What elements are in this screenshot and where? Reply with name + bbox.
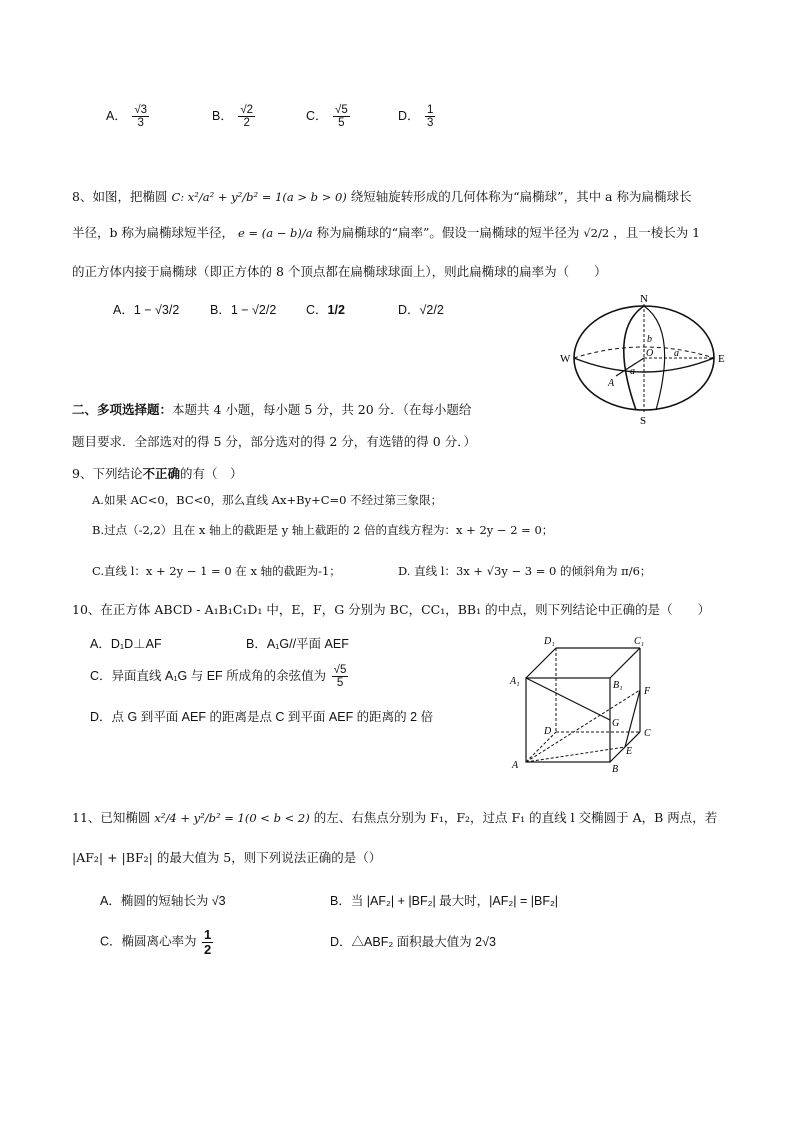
q7-option-b-letter: B． — [212, 108, 233, 123]
q8-option-b — [210, 300, 276, 318]
q8-line2-a: 半径，b 称为扁椭球短半径， — [72, 225, 234, 240]
q7-option-b-den: 2 — [243, 117, 250, 130]
label-n: N — [640, 293, 648, 305]
q8-option-a-text: 1 − √3/2 — [133, 303, 180, 317]
label-b: B — [612, 764, 619, 775]
q7-option-b — [212, 104, 257, 129]
q11-option-b: B．当 |AF₂| + |BF₂| 最大时，|AF₂| = |BF₂| — [330, 894, 559, 908]
q8-option-d-text: √2/2 — [419, 303, 444, 317]
q8-line3: 的正方体内接于扁椭球（即正方体的 8 个顶点都在扁椭球球面上），则此扁椭球的扁率为（ ） — [72, 264, 607, 279]
q7-option-a-num: √3 — [134, 104, 148, 116]
q11-option-c-num: 1 — [204, 927, 212, 942]
q8-option-b-text: 1 − √2/2 — [230, 303, 277, 317]
q8-option-d — [398, 300, 444, 318]
q10-option-c-den: 5 — [336, 677, 344, 690]
section2-line1 — [72, 400, 562, 418]
q11-option-c — [100, 928, 215, 956]
q11-option-c-text: C．椭圆离心率为 — [100, 934, 197, 949]
label-e: E — [718, 353, 725, 365]
section2-line2: 题目要求．全部选对的得 5 分，部分选对的得 2 分，有选错的得 0 分．） — [72, 434, 476, 449]
q10-option-b: B．A₁G//平面 AEF — [246, 637, 349, 651]
label-d1: D₁ — [544, 636, 555, 647]
label-e: E — [626, 746, 633, 757]
ellipsoid-figure — [558, 290, 730, 428]
label-d: D — [544, 726, 552, 737]
q10-option-d: D．点 G 到平面 AEF 的距离是点 C 到平面 AEF 的距离的 2 倍 — [90, 710, 434, 724]
edge-a1d1 — [526, 648, 556, 678]
meridian-front — [624, 306, 644, 410]
q7-option-c-letter: C． — [306, 108, 328, 123]
q10-stem: 10、在正方体 ABCD - A₁B₁C₁D₁ 中，E，F，G 分别为 BC，CC₁，BB₁ 的中点，则下列结论中正确的是（ ） — [72, 602, 711, 617]
q11-option-c-den: 2 — [204, 941, 212, 957]
q9-option-d: D. 直线 l：3x + √3y − 3 = 0 的倾斜角为 π/6； — [398, 564, 652, 578]
segment-ef — [625, 690, 640, 747]
q11-option-d: D．△ABF₂ 面积最大值为 2√3 — [330, 935, 496, 949]
label-s: S — [640, 415, 647, 427]
q8-line1 — [72, 187, 691, 205]
q8-line1-a: 8、如图，把椭圆 — [72, 189, 168, 204]
q8-line1-b: 绕短轴旋转形成的几何体称为“扁椭球”，其中 a 称为扁椭球长 — [350, 189, 692, 204]
label-c: C — [644, 728, 651, 739]
q10-option-a: A．D₁D⊥AF — [90, 637, 162, 651]
q7-option-d-den: 3 — [427, 117, 434, 130]
q9-option-b: B.过点（-2,2）且在 x 轴上的截距是 y 轴上截距的 2 倍的直线方程为：x + 2y − 2 = 0； — [92, 523, 554, 537]
q7-option-a-den: 3 — [137, 117, 144, 130]
q7-option-d-letter: D． — [398, 108, 420, 123]
q11-ellipse-equation: x²/4 + y²/b² = 1(0 < b < 2) — [154, 811, 310, 825]
q8-short-radius: √2/2 — [583, 226, 610, 240]
q11-option-a: A．椭圆的短轴长为 √3 — [100, 894, 226, 908]
label-f: F — [644, 686, 651, 697]
label-g: G — [612, 718, 620, 729]
q9-stem-a: 9、下列结论 — [72, 466, 143, 481]
label-c1: C₁ — [634, 636, 645, 647]
q11-stem-b: 的左、右焦点分别为 F₁，F₂，过点 F₁ 的直线 l 交椭圆于 A，B 两点，若 — [313, 810, 718, 825]
q8-option-b-letter: B． — [210, 303, 231, 317]
q7-option-d — [398, 104, 437, 129]
q9-option-c: C.直线 l：x + 2y − 1 = 0 在 x 轴的截距为-1； — [92, 564, 341, 578]
q7-option-c — [306, 104, 352, 129]
q7-option-a-letter: A． — [106, 108, 127, 123]
q7-option-d-num: 1 — [427, 104, 434, 116]
label-o: O — [646, 348, 654, 359]
q8-option-c-text: 1/2 — [327, 303, 345, 317]
label-b1: B₁ — [613, 680, 623, 691]
label-w: W — [560, 353, 571, 365]
segment-a1g — [526, 678, 610, 720]
section2-title: 二、多项选择题： — [72, 402, 173, 417]
q9-stem-bold: 不正确 — [142, 466, 180, 481]
q8-line2-b: 称为扁椭球的“扁率”。假设一扁椭球的短半径为 — [316, 225, 580, 240]
q7-option-c-num: √5 — [335, 104, 348, 116]
label-a: A — [512, 760, 519, 771]
q11-stem-line1 — [72, 808, 717, 826]
label-a-radius-1: a — [674, 348, 679, 359]
q8-ellipse-equation: C: x²/a² + y²/b² = 1(a > b > 0) — [171, 190, 347, 204]
q10-option-c-num: √5 — [333, 664, 347, 676]
cube-figure — [508, 630, 660, 776]
q8-line2-c: ，且一棱长为 1 — [613, 225, 701, 240]
q9-stem — [72, 464, 242, 482]
q8-option-c-letter: C． — [306, 303, 328, 317]
q8-flattening-definition: e = (a − b)/a — [237, 226, 313, 240]
label-a-point: A — [608, 378, 615, 389]
q8-option-d-letter: D． — [398, 303, 420, 317]
edge-ad — [526, 732, 556, 762]
q8-option-c — [306, 300, 345, 318]
q11-stem-line2: |AF₂| + |BF₂| 的最大值为 5，则下列说法正确的是（） — [72, 850, 382, 865]
q7-option-a — [106, 104, 151, 129]
q8-option-a-letter: A． — [113, 303, 134, 317]
q8-option-a — [113, 300, 179, 318]
label-b-radius: b — [647, 334, 652, 345]
q10-option-c-text: C．异面直线 A₁G 与 EF 所成角的余弦值为 — [90, 668, 327, 683]
q8-line2 — [72, 223, 700, 241]
label-a-radius-2: a — [630, 366, 635, 377]
q7-option-b-num: √2 — [240, 104, 254, 116]
q10-option-c — [90, 664, 350, 689]
q7-option-c-den: 5 — [338, 117, 345, 130]
edge-b1c1 — [610, 648, 640, 678]
q9-option-a: A.如果 AC<0，BC<0，那么直线 Ax+By+C=0 不经过第三象限； — [92, 493, 443, 507]
q9-stem-b: 的有（ ） — [179, 466, 243, 481]
label-a1: A₁ — [510, 676, 520, 687]
q11-stem-a: 11、已知椭圆 — [72, 810, 151, 825]
section2-line1-text: 本题共 4 小题，每小题 5 分，共 20 分．（在每小题给 — [172, 402, 472, 417]
